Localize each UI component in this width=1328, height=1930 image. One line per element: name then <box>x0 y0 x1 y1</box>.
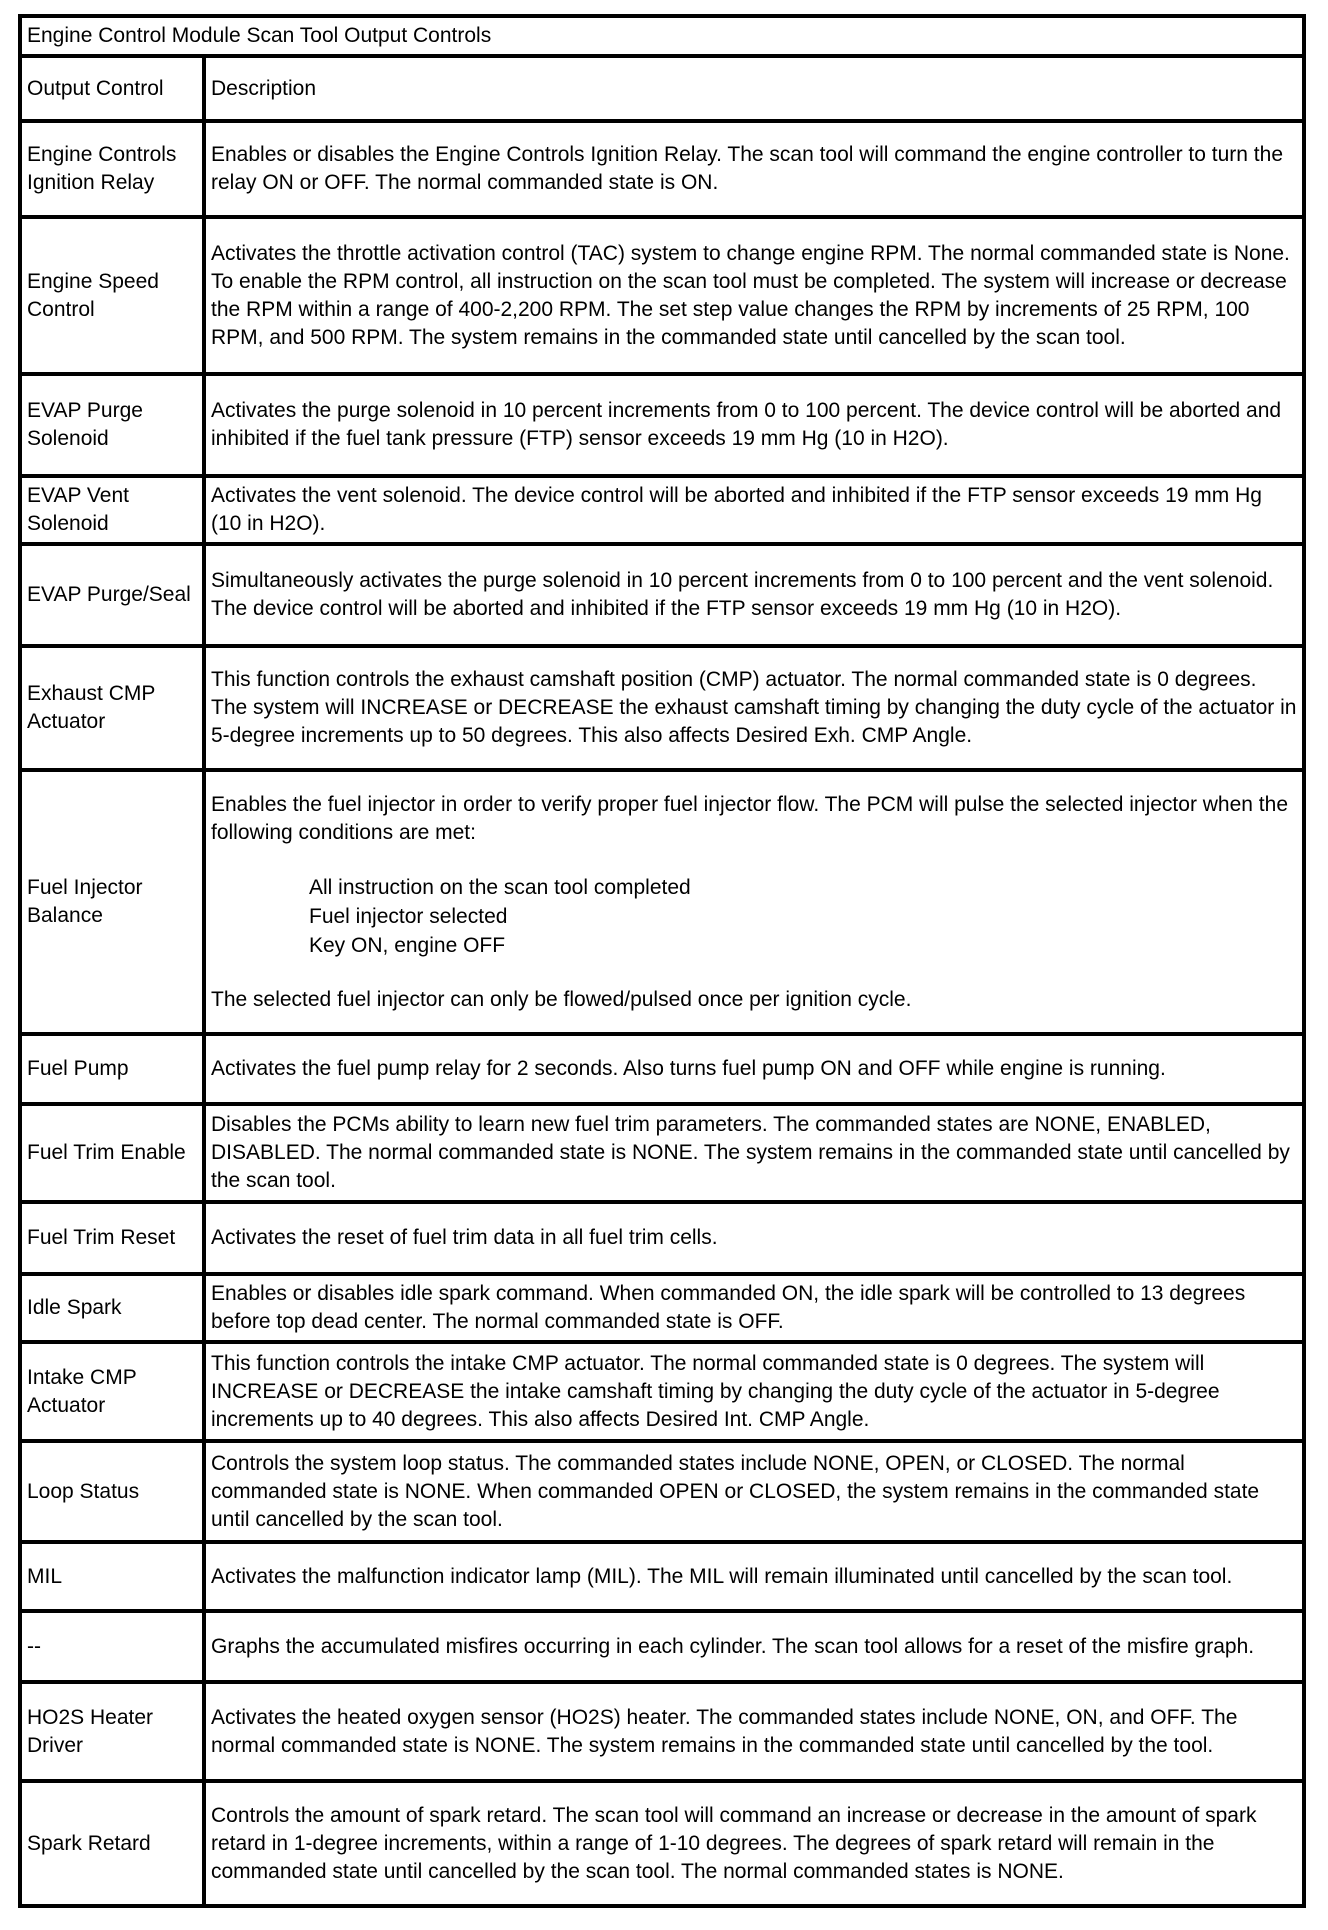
description-cell: Controls the system loop status. The commanded states include NONE, OPEN, or CLOSED. The normal commanded state is NONE. When commanded OPEN or CLOSED, the system remains in the commanded state until cancelled by the scan tool. <box>204 1441 1304 1542</box>
description-cell <box>204 770 1304 1034</box>
output-control-cell: EVAP Vent Solenoid <box>20 476 204 544</box>
note-text: The selected fuel injector can only be flowed/pulsed once per ignition cycle. <box>211 987 912 1011</box>
table-row <box>20 770 1304 1034</box>
description-text: Enables the fuel injector in order to verify proper fuel injector flow. The PCM will pulse the selected injector when the following conditions are met: <box>211 792 1288 844</box>
description-cell: Activates the heated oxygen sensor (HO2S) heater. The commanded states include NONE, ON, and OFF. The normal commanded state is NONE. The system remains in the commanded state until cancelled by the tool. <box>204 1682 1304 1781</box>
table-header-row <box>20 56 1304 121</box>
table-row <box>20 646 1304 770</box>
table-row <box>20 1274 1304 1342</box>
header-description: Description <box>204 56 1304 121</box>
output-controls-table <box>18 14 1306 1908</box>
condition-item: Fuel injector selected <box>309 904 508 928</box>
table-row <box>20 1781 1304 1906</box>
description-cell: This function controls the exhaust camshaft position (CMP) actuator. The normal commanded state is 0 degrees. The system will INCREASE or DECREASE the exhaust camshaft timing by changing the duty cycle of the actuator in 5-degree increments up to 50 degrees. This also affects Desired Exh. CMP Angle. <box>204 646 1304 770</box>
output-control-cell: EVAP Purge/Seal <box>20 544 204 646</box>
table-row <box>20 1342 1304 1441</box>
output-control-cell: Intake CMP Actuator <box>20 1342 204 1441</box>
table-row <box>20 217 1304 374</box>
output-control-cell: Spark Retard <box>20 1781 204 1906</box>
table-title-row <box>20 16 1304 56</box>
output-control-cell: EVAP Purge Solenoid <box>20 374 204 476</box>
description-cell: Activates the throttle activation control (TAC) system to change engine RPM. The normal commanded state is None. To enable the RPM control, all instruction on the scan tool must be completed. The system will increase or decrease the RPM within a range of 400-2,200 RPM. The set step value changes the RPM by increments of 25 RPM, 100 RPM, and 500 RPM. The system remains in the commanded state until cancelled by the scan tool. <box>204 217 1304 374</box>
table-row <box>20 1441 1304 1542</box>
description-cell: Activates the vent solenoid. The device control will be aborted and inhibited if the FTP sensor exceeds 19 mm Hg (10 in H2O). <box>204 476 1304 544</box>
output-control-cell: Engine Controls Ignition Relay <box>20 121 204 217</box>
description-cell: Activates the fuel pump relay for 2 seconds. Also turns fuel pump ON and OFF while engine is running. <box>204 1034 1304 1104</box>
condition-item: Key ON, engine OFF <box>309 933 506 957</box>
table-row <box>20 374 1304 476</box>
output-control-cell: Fuel Pump <box>20 1034 204 1104</box>
table-row <box>20 1104 1304 1202</box>
description-cell: Simultaneously activates the purge solenoid in 10 percent increments from 0 to 100 percent and the vent solenoid. The device control will be aborted and inhibited if the FTP sensor exceeds 19 mm Hg (10 in H2O). <box>204 544 1304 646</box>
table-row <box>20 1202 1304 1274</box>
output-control-cell: Engine Speed Control <box>20 217 204 374</box>
condition-item: All instruction on the scan tool completed <box>309 875 691 899</box>
table-row <box>20 1542 1304 1611</box>
table-row <box>20 544 1304 646</box>
description-cell: Activates the malfunction indicator lamp (MIL). The MIL will remain illuminated until cancelled by the scan tool. <box>204 1542 1304 1611</box>
output-control-cell: Fuel Trim Enable <box>20 1104 204 1202</box>
output-control-cell: MIL <box>20 1542 204 1611</box>
table-row <box>20 1034 1304 1104</box>
header-output-control: Output Control <box>20 56 204 121</box>
output-control-cell: Loop Status <box>20 1441 204 1542</box>
description-cell: Controls the amount of spark retard. The scan tool will command an increase or decrease in the amount of spark retard in 1-degree increments, within a range of 1-10 degrees. The degrees of spark retard will remain in the commanded state until cancelled by the scan tool. The normal commanded states is NONE. <box>204 1781 1304 1906</box>
description-cell: Graphs the accumulated misfires occurring in each cylinder. The scan tool allows for a reset of the misfire graph. <box>204 1611 1304 1682</box>
output-control-cell: Exhaust CMP Actuator <box>20 646 204 770</box>
description-cell: Disables the PCMs ability to learn new fuel trim parameters. The commanded states are NONE, ENABLED, DISABLED. The normal commanded state is NONE. The system remains in the commanded state until cancelled by the scan tool. <box>204 1104 1304 1202</box>
description-cell: Activates the purge solenoid in 10 percent increments from 0 to 100 percent. The device control will be aborted and inhibited if the fuel tank pressure (FTP) sensor exceeds 19 mm Hg (10 in H2O). <box>204 374 1304 476</box>
output-control-cell: Fuel Injector Balance <box>20 770 204 1034</box>
output-control-cell: HO2S Heater Driver <box>20 1682 204 1781</box>
table-title: Engine Control Module Scan Tool Output Controls <box>20 16 1304 56</box>
table-row <box>20 476 1304 544</box>
table-row <box>20 121 1304 217</box>
description-cell: Activates the reset of fuel trim data in all fuel trim cells. <box>204 1202 1304 1274</box>
conditions-list <box>211 873 1298 960</box>
description-cell: This function controls the intake CMP actuator. The normal commanded state is 0 degrees. The system will INCREASE or DECREASE the intake camshaft timing by changing the duty cycle of the actuator in 5-degree increments up to 40 degrees. This also affects Desired Int. CMP Angle. <box>204 1342 1304 1441</box>
table-row <box>20 1682 1304 1781</box>
output-control-cell: Idle Spark <box>20 1274 204 1342</box>
table-row <box>20 1611 1304 1682</box>
output-control-cell: -- <box>20 1611 204 1682</box>
output-control-cell: Fuel Trim Reset <box>20 1202 204 1274</box>
description-cell: Enables or disables the Engine Controls Ignition Relay. The scan tool will command the engine controller to turn the relay ON or OFF. The normal commanded state is ON. <box>204 121 1304 217</box>
description-cell: Enables or disables idle spark command. When commanded ON, the idle spark will be controlled to 13 degrees before top dead center. The normal commanded state is OFF. <box>204 1274 1304 1342</box>
